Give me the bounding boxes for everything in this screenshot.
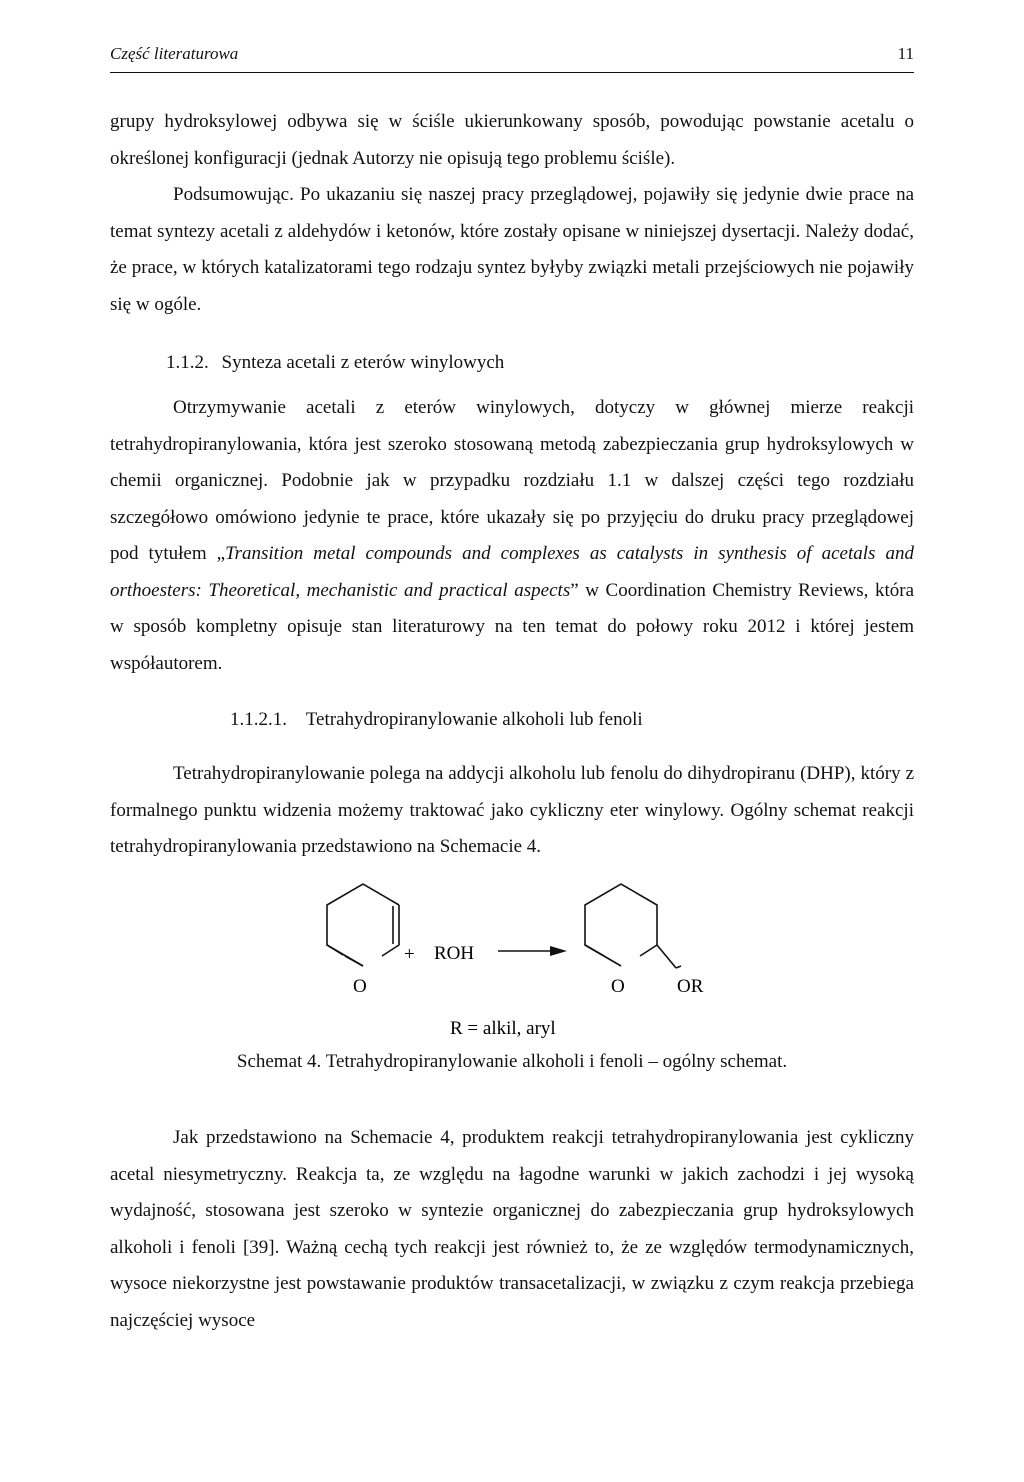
heading-number: 1.1.2.1.	[230, 709, 287, 730]
heading-number: 1.1.2.	[166, 352, 209, 373]
paragraph-summary: Podsumowując. Po ukazaniu się naszej pracy przeglądowej, pojawiły się jedynie dwie prace na temat syntezy acetali z aldehydów i ketonów, które zostały opisane w niniejszej dysertacji. Należy dodać, że prace, w których katalizatorami tego rodzaju syntez byłyby związki metali przejściowych nie pojawiły się w ogóle.	[110, 184, 914, 315]
paragraph-thp-definition: Tetrahydropiranylowanie polega na addycji alkoholu lub fenolu do dihydropiranu (DHP), który z formalnego punktu widzenia możemy traktować jako cykliczny eter winylowy. Ogólny schemat reakcji tetrahydropiranylowania przedstawiono na Schemacie 4.	[110, 763, 914, 857]
paragraph-text: Otrzymywanie acetali z eterów winylowych, dotyczy w głównej mierze reakcji tetrahydropiranylowania, która jest szeroko stosowaną metodą zabezpieczania grup hydroksylowych w chemii organicznej. Podobnie jak w przypadku rozdziału 1.1 w dalszej części tego rozdziału szczegółowo omówiono jedynie te prace, które ukazały się po przyjęciu do druku pracy przeglądowej pod tytułem „	[110, 397, 914, 564]
thp-ether-structure	[585, 884, 681, 968]
plus-sign: +	[404, 944, 415, 965]
scheme-caption: Schemat 4. Tetrahydropiranylowanie alkoholi i fenoli – ogólny schemat.	[236, 1051, 788, 1072]
paragraph-text: ” w Coordination Chemistry Reviews, która w sposób kompletny opisuje stan literaturowy na ten temat do połowy roku 2012 i której jestem współautorem.	[110, 579, 914, 674]
reagent-roh: ROH	[434, 943, 475, 964]
dihydropyran-structure	[327, 884, 399, 966]
reaction-arrow	[498, 946, 567, 956]
scheme-caption-block	[110, 1051, 914, 1073]
substituent-legend: R = alkil, aryl	[450, 1018, 556, 1039]
ring-oxygen-left: O	[353, 976, 367, 997]
review-title: Transition metal compounds and complexes as catalysts in synthesis of acetals and orthoesters: Theoretical, mechanistic and practical aspects	[110, 543, 914, 601]
paragraph-thp-discussion: Jak przedstawiono na Schemacie 4, produktem reakcji tetrahydropiranylowania jest cykliczny acetal niesymetryczny. Reakcja ta, ze względu na łagodne warunki w jakich zachodzi i jej wysoką wydajność, stosowana jest szeroko w syntezie organicznej do zabezpieczania grup hydroksylowych alkoholi i fenoli [39]. Ważną cechą tych reakcji jest również to, że ze względów termodynamicznych, wysoce niekorzystne jest powstawanie produktów transacetalizacji, w związku z czym reakcja przebiega najczęściej wysoce	[110, 1127, 914, 1331]
heading-text: Tetrahydropiranylowanie alkoholi lub fenoli	[305, 709, 643, 730]
substituent-or: OR	[677, 976, 704, 997]
paragraph-continuation: grupy hydroksylowej odbywa się w ściśle ukierunkowany sposób, powodując powstanie acetalu o określonej konfiguracji (jednak Autorzy nie opisują tego problemu ściśle).	[110, 111, 914, 169]
body-section-4	[110, 1120, 914, 1339]
ring-oxygen-right: O	[611, 976, 625, 997]
page-number: 11	[897, 44, 914, 63]
running-title: Część literaturowa	[110, 44, 239, 63]
heading-text: Synteza acetali z eterów winylowych	[221, 352, 505, 373]
